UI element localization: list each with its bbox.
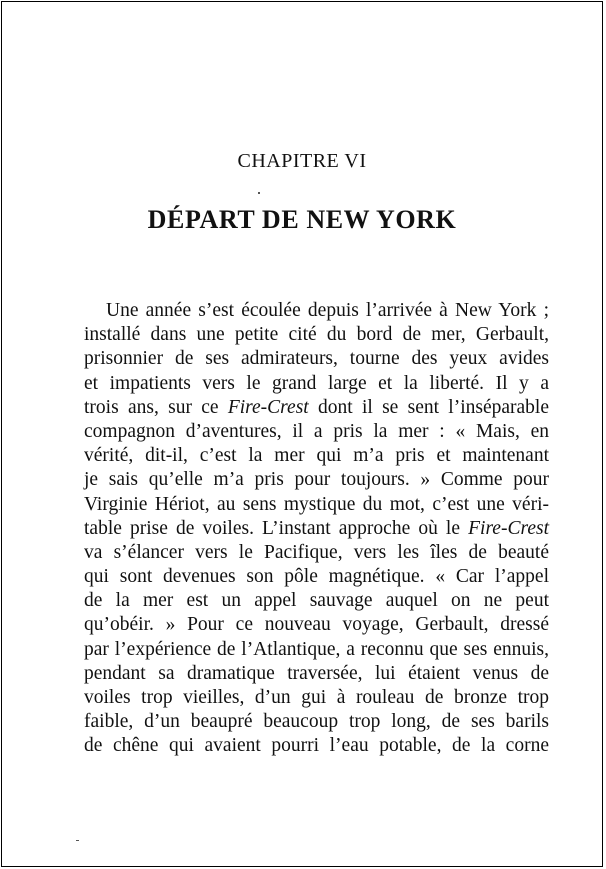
- ship-name: Fire-Crest: [227, 396, 309, 418]
- text-line: va s’élancer vers le Pacifique, vers les îles de beauté: [84, 541, 549, 563]
- text-line: de chêne qui avaient pourri l’eau potable, de la corne: [84, 735, 549, 757]
- text-line: faible, d’un beaupré beaucoup trop long, de ses barils: [84, 711, 549, 733]
- text-line: table prise de voiles. L’instant approche où le Fire-Crest: [84, 517, 549, 539]
- speck: [76, 840, 79, 841]
- text-line: voiles trop vieilles, d’un gui à rouleau de bronze trop: [84, 687, 549, 708]
- body-text: [84, 299, 549, 759]
- text-line: vérité, dit-il, c’est la mer qui m’a pris et maintenant: [84, 445, 549, 467]
- text-line: de la mer est un appel sauvage auquel on ne peut: [84, 590, 549, 612]
- text-line: Une année s’est écoulée depuis l’arrivée à New York ;: [106, 300, 549, 321]
- text-line: par l’expérience de l’Atlantique, a reconnu que ses ennuis,: [84, 638, 549, 660]
- book-page: [1, 1, 603, 867]
- text-line: qu’obéir. » Pour ce nouveau voyage, Gerbault, dressé: [84, 614, 549, 636]
- text-line: installé dans une petite cité du bord de mer, Gerbault,: [84, 324, 549, 346]
- text-line: trois ans, sur ce Fire-Crest dont il se sent l’inséparable: [84, 396, 549, 418]
- text-line: pendant sa dramatique traversée, lui étaient venus de: [84, 662, 549, 684]
- text-line: et impatients vers le grand large et la liberté. Il y a: [84, 372, 549, 394]
- text-line: qui sont devenues son pôle magnétique. « Car l’appel: [84, 566, 549, 588]
- text-line: prisonnier de ses admirateurs, tourne des yeux avides: [84, 348, 549, 370]
- text-line: compagnon d’aventures, il a pris la mer : « Mais, en: [84, 420, 549, 442]
- chapter-title: DÉPART DE NEW YORK: [147, 205, 457, 234]
- speck: [258, 192, 260, 194]
- text-line: Virginie Hériot, au sens mystique du mot, c’est une véri-: [84, 493, 549, 515]
- text-line: je sais qu’elle m’a pris pour toujours. » Comme pour: [84, 469, 549, 491]
- ship-name: Fire-Crest: [468, 517, 549, 539]
- chapter-number: CHAPITRE VI: [237, 150, 367, 172]
